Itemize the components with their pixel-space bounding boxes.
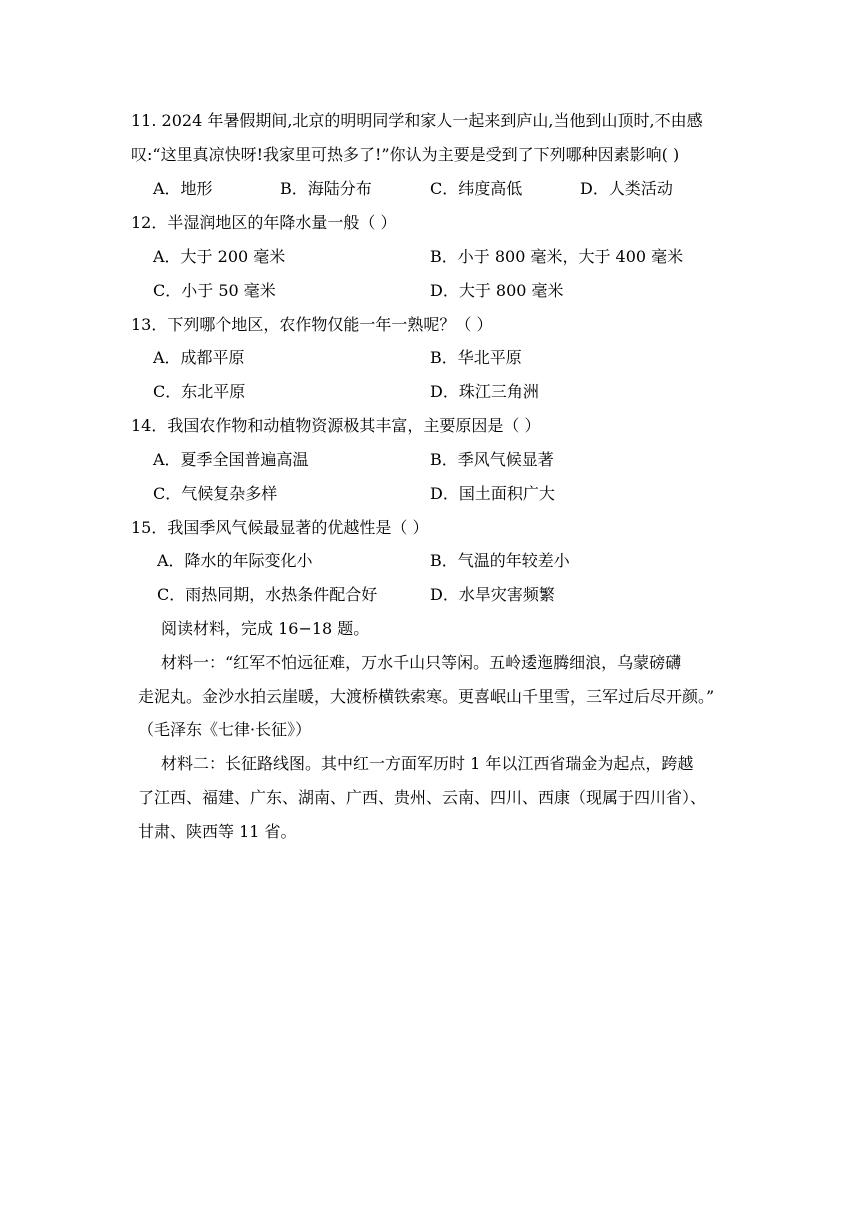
material-1-line2: 走泥丸。金沙水拍云崖暖，大渡桥横铁索寒。更喜岷山千里雪，三军过后尽开颜。”: [138, 687, 715, 706]
question-14-option-d: D．国土面积广大: [430, 484, 555, 503]
question-11-option-b: B．海陆分布: [280, 179, 372, 198]
material-2-line2: 了江西、福建、广东、湖南、广西、贵州、云南、四川、西康（现属于四川省）、: [138, 788, 707, 807]
reading-intro: 阅读材料，完成 16−18 题。: [161, 619, 370, 638]
question-11-option-c: C．纬度高低: [430, 179, 523, 198]
material-1-line1: 材料一：“红军不怕远征难，万水千山只等闲。五岭逶迤腾细浪，乌蒙磅礴: [161, 653, 682, 672]
question-13-option-c: C．东北平原: [153, 382, 246, 401]
question-11-option-a: A．地形: [153, 179, 213, 198]
question-11-stem-line2: 叹:“这里真凉快呀!我家里可热多了!”你认为主要是受到了下列哪种因素影响( ): [131, 145, 680, 164]
material-2-line1: 材料二：长征路线图。其中红一方面军历时 1 年以江西省瑞金为起点，跨越: [161, 754, 694, 773]
question-14-option-b: B．季风气候显著: [430, 450, 554, 469]
question-14-stem: 14．我国农作物和动植物资源极其丰富，主要原因是（ ）: [131, 416, 541, 435]
question-15-stem: 15．我国季风气候最显著的优越性是（ ）: [131, 518, 429, 537]
question-15-option-d: D．水旱灾害频繁: [430, 585, 555, 604]
question-12-option-c: C．小于 50 毫米: [153, 281, 276, 300]
question-14-option-a: A．夏季全国普遍高温: [153, 450, 309, 469]
question-13-stem: 13．下列哪个地区，农作物仅能一年一熟呢？（ ）: [131, 315, 493, 334]
question-12-stem: 12．半湿润地区的年降水量一般（ ）: [131, 213, 397, 232]
question-14-option-c: C．气候复杂多样: [153, 484, 278, 503]
question-12-option-d: D．大于 800 毫米: [430, 281, 564, 300]
question-15-option-a: A．降水的年际变化小: [157, 551, 313, 570]
question-11-option-d: D．人类活动: [580, 179, 673, 198]
question-13-option-a: A．成都平原: [153, 348, 245, 367]
question-13-option-b: B．华北平原: [430, 348, 522, 367]
question-15-option-b: B．气温的年较差小: [430, 551, 570, 570]
question-15-option-c: C．雨热同期，水热条件配合好: [157, 585, 378, 604]
question-13-option-d: D．珠江三角洲: [430, 382, 539, 401]
question-12-option-b: B．小于 800 毫米，大于 400 毫米: [430, 247, 684, 266]
question-12-option-a: A．大于 200 毫米: [153, 247, 286, 266]
material-2-line3: 甘肃、陕西等 11 省。: [138, 822, 297, 841]
material-1-source: （毛泽东《七律·长征》）: [138, 720, 312, 739]
question-11-stem-line1: 11. 2024 年暑假期间,北京的明明同学和家人一起来到庐山,当他到山顶时,不由感: [131, 111, 703, 130]
